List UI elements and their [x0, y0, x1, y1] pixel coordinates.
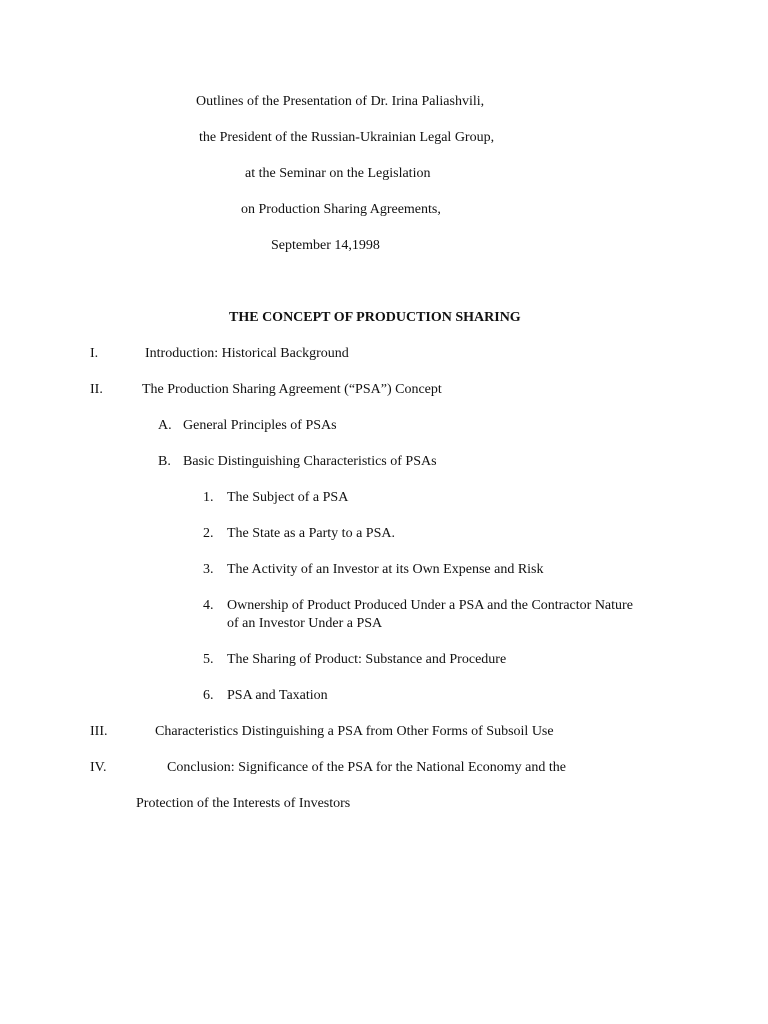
header-line-3: at the Seminar on the Legislation [245, 166, 431, 181]
outline-text: General Principles of PSAs [183, 418, 337, 433]
header-line-2: the President of the Russian-Ukrainian Legal Group, [199, 130, 495, 145]
outline-text: Basic Distinguishing Characteristics of PSAs [183, 454, 437, 469]
outline-text: Ownership of Product Produced Under a PSA and the Contractor Nature [227, 598, 633, 613]
outline-letter: B. [158, 454, 171, 469]
outline-subnumber: 4. [203, 598, 214, 613]
outline-text: PSA and Taxation [227, 688, 328, 703]
outline-subnumber: 3. [203, 562, 214, 577]
outline-number: III. [90, 724, 108, 739]
outline-text: The Sharing of Product: Substance and Procedure [227, 652, 507, 667]
outline-letter: A. [158, 418, 172, 433]
header-line-4: on Production Sharing Agreements, [241, 202, 441, 217]
outline-text: The Production Sharing Agreement (“PSA”) Concept [142, 382, 442, 397]
outline-subnumber: 1. [203, 490, 214, 505]
outline-text: The Activity of an Investor at its Own Expense and Risk [227, 562, 544, 577]
outline-subnumber: 5. [203, 652, 214, 667]
outline-number: II. [90, 382, 103, 397]
header-date: September 14,1998 [271, 238, 380, 253]
outline-text-continued: of an Investor Under a PSA [227, 616, 383, 631]
outline-number: I. [90, 346, 99, 361]
outline-text: The Subject of a PSA [227, 490, 349, 505]
outline-text: The State as a Party to a PSA. [227, 526, 395, 541]
header-line-1: Outlines of the Presentation of Dr. Irina Paliashvili, [196, 94, 485, 109]
outline-text: Characteristics Distinguishing a PSA from Other Forms of Subsoil Use [155, 724, 554, 739]
outline-subnumber: 6. [203, 688, 214, 703]
outline-text: Conclusion: Significance of the PSA for the National Economy and the [167, 760, 566, 775]
outline-text: Introduction: Historical Background [145, 346, 349, 361]
outline-subnumber: 2. [203, 526, 214, 541]
outline-number: IV. [90, 760, 107, 775]
document-title: THE CONCEPT OF PRODUCTION SHARING [229, 310, 521, 325]
outline-text-continued: Protection of the Interests of Investors [136, 796, 351, 811]
